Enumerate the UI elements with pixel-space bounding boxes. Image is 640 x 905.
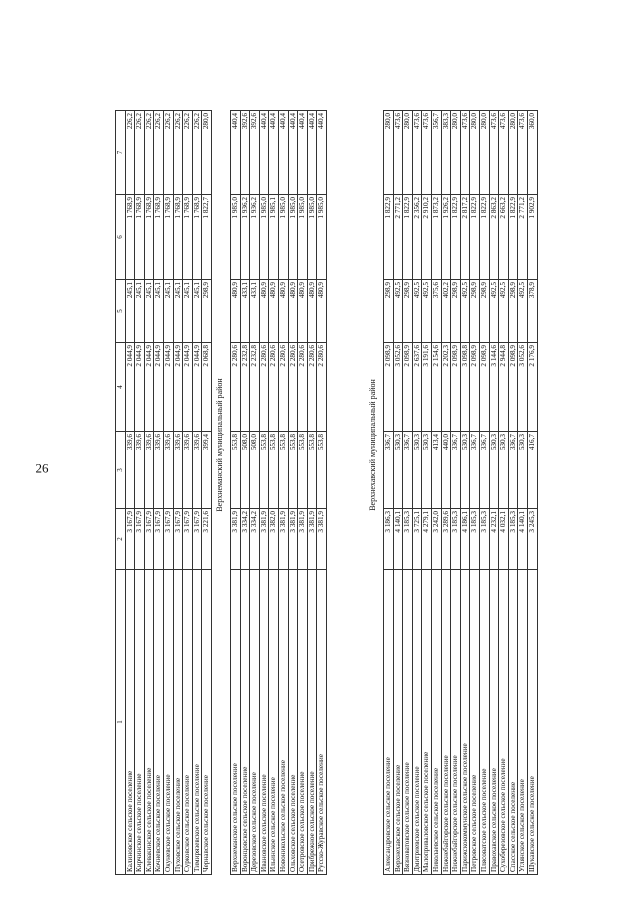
value-cell-col6: 2 771,2 [518,195,528,280]
value-cell-col4: 2 044,9 [173,343,183,432]
settlement-name: Дмитриевское сельское поселение [412,570,422,875]
value-cell-col2: 3 242,0 [431,509,441,570]
value-cell-col3: 508,0 [240,432,250,509]
settlement-name: Русско-Журавское сельское поселение [317,570,327,875]
value-cell-col2: 3 167,9 [192,509,202,570]
value-cell-col6: 1 926,2 [441,195,451,280]
value-cell-col3: 339,6 [144,432,154,509]
col-header-3: 3 [116,432,126,509]
settlement-name: Александровское сельское поселение [384,570,394,875]
table-block-2 [230,110,327,875]
value-cell-col2: 4 186,1 [460,509,470,570]
value-cell-col2: 3 185,3 [470,509,480,570]
value-cell-col5: 433,1 [240,280,250,343]
value-cell-col7: 226,2 [163,111,173,195]
table-row [460,111,470,875]
col-header-2: 2 [116,509,126,570]
value-cell-col5: 245,1 [135,280,145,343]
value-cell-col7: 280,0 [403,111,413,195]
value-cell-col2: 3 381,9 [317,509,327,570]
value-cell-col2: 3 381,9 [298,509,308,570]
value-cell-col7: 226,2 [135,111,145,195]
settlement-name: Чернавское сельское поселение [202,570,212,875]
value-cell-col6: 1 985,0 [231,195,241,280]
value-cell-col6: 1 985,0 [288,195,298,280]
value-cell-col6: 1 936,2 [250,195,260,280]
settlement-name: Клевакинское сельское поселение [144,570,154,875]
value-cell-col6: 2 771,2 [393,195,403,280]
value-cell-col4: 2 098,9 [403,343,413,432]
settlement-name: Прибрежное сельское поселение [307,570,317,875]
value-cell-col5: 492,5 [412,280,422,343]
table-row [173,111,183,875]
value-cell-col3: 339,6 [173,432,183,509]
section-caption-1: Верхнеманский муниципальный район [215,378,224,512]
table-row [202,111,212,875]
value-cell-col6: 1 822,9 [403,195,413,280]
value-cell-col3: 336,7 [470,432,480,509]
value-cell-col2: 3 221,6 [202,509,212,570]
table-row [518,111,528,875]
value-cell-col7: 440,4 [269,111,279,195]
value-cell-col4: 2 280,6 [269,343,279,432]
value-cell-col3: 339,6 [192,432,202,509]
table-row [422,111,432,875]
settlement-name: Верхнеманское сельское поселение [231,570,241,875]
value-cell-col3: 339,6 [135,432,145,509]
value-cell-col3: 416,7 [527,432,537,509]
value-cell-col5: 480,9 [231,280,241,343]
value-cell-col6: 1 768,9 [144,195,154,280]
value-cell-col5: 298,9 [470,280,480,343]
value-cell-col2: 3 167,9 [135,509,145,570]
value-cell-col7: 360,0 [527,111,537,195]
table-row [125,111,135,875]
settlement-name: Осетровское сельское поселение [298,570,308,875]
settlement-name: Верхнехавское сельское поселение [393,570,403,875]
value-cell-col7: 473,6 [489,111,499,195]
value-cell-col4: 2 044,9 [125,343,135,432]
value-cell-col2: 3 167,9 [173,509,183,570]
value-cell-col2: 3 167,9 [154,509,164,570]
value-cell-col2: 3 725,1 [412,509,422,570]
table-row [441,111,451,875]
value-cell-col3: 530,3 [393,432,403,509]
settlement-name: Сухоберезовское сельское поселение [499,570,509,875]
value-cell-col6: 1 873,2 [431,195,441,280]
value-cell-col3: 336,7 [479,432,489,509]
value-cell-col5: 480,9 [269,280,279,343]
value-cell-col2: 3 185,3 [451,509,461,570]
table-row [231,111,241,875]
value-cell-col5: 298,9 [451,280,461,343]
table-row [384,111,394,875]
value-cell-col6: 1 985,0 [298,195,308,280]
value-cell-col5: 375,6 [431,280,441,343]
table-row [163,111,173,875]
value-cell-col4: 2 280,6 [231,343,241,432]
value-cell-col4: 2 637,6 [412,343,422,432]
settlement-name: Николаевское сельское поселение [431,570,441,875]
table-row [470,111,480,875]
value-cell-col4: 2 044,9 [183,343,193,432]
value-cell-col2: 3 334,2 [240,509,250,570]
value-cell-col4: 2 280,6 [298,343,308,432]
section-caption-2: Верхнехавский муниципальный район [368,379,377,511]
value-cell-col7: 440,4 [231,111,241,195]
value-cell-col5: 433,1 [250,280,260,343]
value-cell-col6: 1 768,9 [135,195,145,280]
value-cell-col7: 226,2 [183,111,193,195]
table-block-3 [383,110,538,875]
value-cell-col3: 530,3 [412,432,422,509]
value-cell-col2: 3 186,3 [384,509,394,570]
value-cell-col5: 480,9 [259,280,269,343]
value-cell-col3: 440,0 [441,432,451,509]
table-row [499,111,509,875]
value-cell-col2: 3 185,3 [479,509,489,570]
value-cell-col2: 3 167,9 [125,509,135,570]
table-row [278,111,288,875]
value-cell-col7: 392,6 [250,111,260,195]
settlement-name: Нижнебайгорское сельское поселение [441,570,451,875]
value-cell-col4: 2 280,6 [317,343,327,432]
value-cell-col7: 440,4 [307,111,317,195]
value-cell-col4: 2 944,8 [499,343,509,432]
value-cell-col3: 339,6 [183,432,193,509]
value-cell-col2: 3 245,3 [527,509,537,570]
value-cell-col2: 4 140,1 [518,509,528,570]
value-cell-col4: 2 044,9 [163,343,173,432]
value-cell-col7: 473,6 [412,111,422,195]
col-header-5: 5 [116,280,126,343]
value-cell-col4: 2 098,9 [451,343,461,432]
value-cell-col7: 440,4 [259,111,269,195]
col-header-4: 4 [116,343,126,432]
value-cell-col3: 530,3 [460,432,470,509]
value-cell-col4: 2 044,9 [154,343,164,432]
value-cell-col6: 1 822,9 [451,195,461,280]
table-row [192,111,202,875]
value-cell-col6: 1 822,9 [508,195,518,280]
value-cell-col4: 2 280,6 [278,343,288,432]
value-cell-col3: 553,8 [307,432,317,509]
value-cell-col5: 492,5 [422,280,432,343]
value-cell-col4: 2 044,9 [192,343,202,432]
value-cell-col3: 553,8 [298,432,308,509]
value-cell-col6: 1 768,9 [192,195,202,280]
table-row [269,111,279,875]
value-cell-col5: 492,5 [393,280,403,343]
value-cell-col3: 413,4 [431,432,441,509]
value-cell-col2: 3 167,9 [144,509,154,570]
value-cell-col5: 245,1 [192,280,202,343]
col-header-1: 1 [116,570,126,875]
table-row [431,111,441,875]
value-cell-col6: 1 768,9 [173,195,183,280]
value-cell-col3: 553,8 [317,432,327,509]
value-cell-col6: 2 663,2 [499,195,509,280]
value-cell-col4: 2 154,6 [431,343,441,432]
value-cell-col4: 2 280,6 [259,343,269,432]
value-cell-col2: 4 140,1 [393,509,403,570]
settlement-name: Дерезовское сельское поселение [250,570,260,875]
value-cell-col7: 473,6 [422,111,432,195]
value-cell-col2: 3 381,9 [307,509,317,570]
col-header-6: 6 [116,195,126,280]
value-cell-col7: 226,2 [154,111,164,195]
value-cell-col7: 473,6 [518,111,528,195]
value-cell-col4: 2 068,8 [202,343,212,432]
value-cell-col4: 2 098,9 [508,343,518,432]
col-header-7: 7 [116,111,126,195]
settlement-name: Ильинское сельское поселение [269,570,279,875]
value-cell-col7: 280,0 [470,111,480,195]
value-cell-col3: 508,0 [250,432,260,509]
value-cell-col6: 1 985,0 [259,195,269,280]
value-cell-col2: 3 185,3 [403,509,413,570]
value-cell-col7: 440,4 [298,111,308,195]
column-header-row [116,111,126,875]
settlement-name: Шукавское сельское поселение [527,570,537,875]
table-row [307,111,317,875]
value-cell-col3: 530,3 [489,432,499,509]
settlement-name: Плясоватское сельское поселение [479,570,489,875]
value-cell-col2: 3 381,9 [288,509,298,570]
table-row [508,111,518,875]
value-cell-col2: 4 032,1 [499,509,509,570]
value-cell-col6: 1 822,9 [479,195,489,280]
value-cell-col7: 473,6 [393,111,403,195]
settlement-name: Спасское сельское поселение [508,570,518,875]
table-row [403,111,413,875]
settlement-name: Пуховское сельское поселение [173,570,183,875]
value-cell-col5: 492,5 [518,280,528,343]
value-cell-col4: 2 098,9 [384,343,394,432]
value-cell-col3: 399,4 [202,432,212,509]
value-cell-col5: 245,1 [144,280,154,343]
page-number: 26 [35,460,49,476]
value-cell-col5: 480,9 [317,280,327,343]
value-cell-col3: 553,8 [259,432,269,509]
settlement-name: Вязноватовское сельское поселение [403,570,413,875]
table-row [250,111,260,875]
value-cell-col7: 383,3 [441,111,451,195]
value-cell-col7: 226,2 [192,111,202,195]
value-cell-col4: 2 044,9 [144,343,154,432]
value-cell-col3: 553,8 [269,432,279,509]
settlement-name: Воронцовское сельское поселение [240,570,250,875]
settlement-name: Нижнебайгорское сельское поселение [451,570,461,875]
table-row [393,111,403,875]
table-row [183,111,193,875]
table-row [135,111,145,875]
value-cell-col3: 530,3 [422,432,432,509]
value-cell-col7: 280,0 [479,111,489,195]
value-cell-col4: 3 052,6 [393,343,403,432]
value-cell-col6: 1 822,9 [384,195,394,280]
value-cell-col5: 492,5 [489,280,499,343]
value-cell-col6: 1 902,9 [527,195,537,280]
value-cell-col7: 473,6 [499,111,509,195]
table-row [412,111,422,875]
value-cell-col6: 1 768,9 [125,195,135,280]
table-row [489,111,499,875]
value-cell-col3: 553,8 [231,432,241,509]
value-cell-col2: 3 382,0 [269,509,279,570]
value-cell-col3: 339,6 [154,432,164,509]
settlement-name: Тимирязевское сельское поселение [192,570,202,875]
value-cell-col4: 2 176,9 [527,343,537,432]
settlement-name: Ивановское сельское поселение [259,570,269,875]
value-cell-col2: 3 381,9 [278,509,288,570]
value-cell-col7: 440,4 [288,111,298,195]
settlement-name: Калиновское сельское поселение [125,570,135,875]
value-cell-col3: 339,6 [163,432,173,509]
value-cell-col5: 480,9 [307,280,317,343]
value-cell-col7: 473,6 [460,111,470,195]
value-cell-col6: 1 985,1 [269,195,279,280]
value-cell-col3: 553,8 [288,432,298,509]
value-cell-col3: 530,3 [499,432,509,509]
value-cell-col6: 1 768,9 [154,195,164,280]
table-row [451,111,461,875]
value-cell-col4: 2 044,9 [135,343,145,432]
value-cell-col5: 298,9 [403,280,413,343]
table-row [259,111,269,875]
value-cell-col7: 280,0 [202,111,212,195]
settlement-name: Ольховское сельское поселение [288,570,298,875]
value-cell-col5: 480,9 [288,280,298,343]
value-cell-col4: 3 144,6 [489,343,499,432]
value-cell-col6: 1 985,0 [317,195,327,280]
table-row [154,111,164,875]
value-cell-col3: 336,7 [403,432,413,509]
value-cell-col2: 3 381,9 [259,509,269,570]
value-cell-col5: 245,1 [125,280,135,343]
value-cell-col6: 1 768,9 [163,195,173,280]
settlement-name: Окуневское сельское поселение [163,570,173,875]
table-row [317,111,327,875]
value-cell-col4: 2 232,8 [250,343,260,432]
settlement-name: Кирчинское сельское поселение [135,570,145,875]
value-cell-col7: 226,2 [173,111,183,195]
value-cell-col6: 1 985,0 [278,195,288,280]
value-cell-col4: 2 280,6 [307,343,317,432]
value-cell-col5: 298,9 [479,280,489,343]
value-cell-col5: 298,9 [384,280,394,343]
value-cell-col2: 3 381,9 [231,509,241,570]
table-block-1 [115,110,212,875]
settlement-name: Петровское сельское поселение [470,570,480,875]
value-cell-col3: 553,8 [278,432,288,509]
value-cell-col6: 2 863,2 [489,195,499,280]
value-cell-col5: 480,9 [278,280,288,343]
value-cell-col5: 245,1 [163,280,173,343]
value-cell-col5: 298,9 [508,280,518,343]
settlement-name: Парижскокоммунское сельское поселение [460,570,470,875]
settlement-name: Кочневское сельское поселение [154,570,164,875]
table-row [527,111,537,875]
value-cell-col4: 2 098,9 [479,343,489,432]
value-cell-col6: 2 910,2 [422,195,432,280]
value-cell-col2: 3 185,3 [508,509,518,570]
table-row [288,111,298,875]
value-cell-col7: 280,0 [384,111,394,195]
value-cell-col6: 1 822,7 [202,195,212,280]
settlement-name: Углянское сельское поселение [518,570,528,875]
value-cell-col4: 2 280,6 [288,343,298,432]
value-cell-col6: 1 822,9 [470,195,480,280]
value-cell-col5: 402,2 [441,280,451,343]
value-cell-col7: 356,7 [431,111,441,195]
value-cell-col2: 3 167,9 [163,509,173,570]
value-cell-col6: 1 936,2 [240,195,250,280]
value-cell-col6: 2 817,2 [460,195,470,280]
value-cell-col4: 2 232,8 [240,343,250,432]
value-cell-col5: 480,9 [298,280,308,343]
value-cell-col2: 3 289,6 [441,509,451,570]
value-cell-col7: 226,2 [144,111,154,195]
value-cell-col3: 530,3 [518,432,528,509]
table-row [298,111,308,875]
value-cell-col5: 245,1 [154,280,164,343]
value-cell-col5: 378,9 [527,280,537,343]
table-row [240,111,250,875]
value-cell-col5: 492,5 [499,280,509,343]
value-cell-col6: 1 985,0 [307,195,317,280]
value-cell-col3: 339,6 [125,432,135,509]
value-cell-col7: 226,2 [125,111,135,195]
table-row [144,111,154,875]
value-cell-col7: 280,0 [508,111,518,195]
value-cell-col4: 2 098,9 [470,343,480,432]
table-row [479,111,489,875]
value-cell-col4: 2 202,3 [441,343,451,432]
value-cell-col5: 245,1 [183,280,193,343]
value-cell-col7: 392,6 [240,111,250,195]
value-cell-col4: 3 191,6 [422,343,432,432]
value-cell-col3: 336,7 [451,432,461,509]
value-cell-col3: 336,7 [508,432,518,509]
value-cell-col6: 2 356,2 [412,195,422,280]
value-cell-col4: 3 052,6 [518,343,528,432]
value-cell-col2: 4 279,1 [422,509,432,570]
value-cell-col7: 440,4 [278,111,288,195]
value-cell-col7: 440,4 [317,111,327,195]
settlement-name: Правохавское сельское поселение [489,570,499,875]
value-cell-col2: 4 232,1 [489,509,499,570]
value-cell-col2: 3 167,9 [183,509,193,570]
value-cell-col4: 3 098,8 [460,343,470,432]
value-cell-col2: 3 334,2 [250,509,260,570]
value-cell-col5: 245,1 [173,280,183,343]
value-cell-col5: 298,9 [202,280,212,343]
settlement-name: Малоприваловское сельское поселение [422,570,432,875]
value-cell-col5: 492,5 [460,280,470,343]
settlement-name: Сурковское сельское поселение [183,570,193,875]
value-cell-col3: 336,7 [384,432,394,509]
value-cell-col6: 1 768,9 [183,195,193,280]
value-cell-col7: 280,0 [451,111,461,195]
settlement-name: Новоникольское сельское поселение [278,570,288,875]
